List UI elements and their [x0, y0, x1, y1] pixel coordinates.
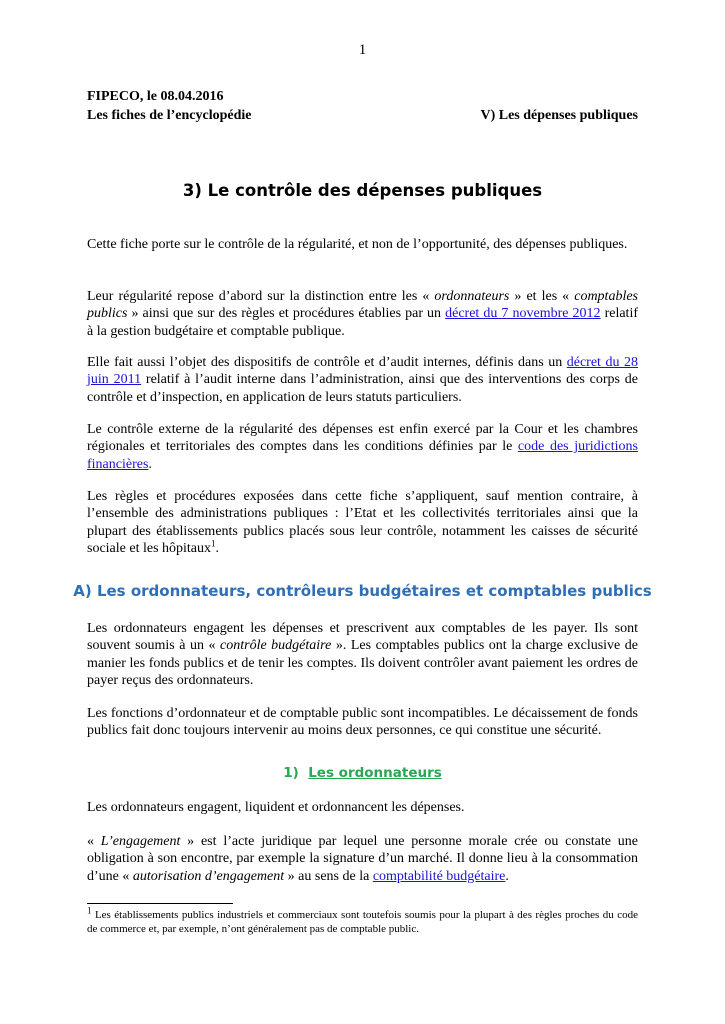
page-number: 1: [358, 42, 367, 58]
comptabilite-budgetaire-link[interactable]: comptabilité budgétaire: [372, 868, 506, 884]
intro-paragraph-4: Le contrôle externe de la régularité des dépenses est enfin exercé par la Cour et les chambres régionales et territoriales des comptes dans les conditions définies par le code des juridictions financières.: [87, 422, 638, 472]
section-a-paragraph-4: « L’engagement » est l’acte juridique par lequel une personne morale crée ou constate une obligation à son encontre, par exemple la signature d’un marché. Il donne lieu à la consommation d’une « autorisation d’engagement » au sens de la comptabilité budgétaire.: [87, 834, 638, 884]
footnote-number: 1: [87, 905, 92, 916]
subsection-heading-ordonnateurs: 1) Les ordonnateurs: [283, 765, 442, 781]
document-header: [87, 87, 638, 125]
footnote-separator: [87, 903, 233, 904]
section-a-paragraph-1: Les ordonnateurs engagent les dépenses et prescrivent aux comptables de les payer. Ils sont souvent soumis à un « contrôle budgétaire ». Les comptables publics ont la charge exclusive de manier les fonds publics et de tenir les comptes. Ils doivent contrôler avant paiement les ordres de payer reçus des ordonnateurs.: [87, 621, 638, 688]
section-heading-a: A) Les ordonnateurs, contrôleurs budgétaires et comptables publics: [73, 582, 652, 600]
intro-paragraph-2: Leur régularité repose d’abord sur la distinction entre les « ordonnateurs » et les « comptables publics » ainsi que sur des règles et procédures établies par un décret du 7 novembre 2012 relatif à la gestion budgétaire et comptable publique.: [87, 289, 638, 339]
header-org-date: FIPECO, le 08.04.2016: [87, 89, 224, 104]
intro-paragraph-3: Elle fait aussi l’objet des dispositifs de contrôle et d’audit internes, définis dans un décret du 28 juin 2011 relatif à l’audit interne dans l’administration, ainsi que des interventions des corps de contrôle et d’inspection, en application de leurs statuts particuliers.: [87, 355, 638, 405]
footnote-ref[interactable]: 1: [211, 538, 216, 549]
code-juridictions-link[interactable]: code des juridictions financières: [87, 439, 638, 472]
intro-paragraph-5: Les règles et procédures exposées dans cette fiche s’appliquent, sauf mention contraire, à l’ensemble des administrations publiques : l’Etat et les collectivités territoriales ainsi que la plupart des établissements publics placés sous leur contrôle, notamment les caisses de sécurité sociale et les hôpitaux$^1$.: [87, 489, 638, 556]
footnote: $^1$ Les établissements publics industriels et commerciaux sont toutefois soumis pour la plupart à des règles proches du code de commerce et, par exemple, n’ont généralement pas de comptable public.: [87, 905, 638, 935]
header-series: Les fiches de l’encyclopédie: [87, 108, 252, 123]
intro-paragraph-1: Cette fiche porte sur le contrôle de la régularité, et non de l’opportunité, des dépenses publiques.: [87, 237, 628, 252]
section-a-paragraph-3: Les ordonnateurs engagent, liquident et ordonnancent les dépenses.: [87, 800, 465, 815]
header-chapter: V) Les dépenses publiques: [480, 108, 638, 123]
decree-2012-link[interactable]: décret du 7 novembre 2012: [445, 306, 601, 322]
section-a-paragraph-2: Les fonctions d’ordonnateur et de comptable public sont incompatibles. Le décaissement de fonds publics fait donc toujours intervenir au moins deux personnes, ce qui constitue une sécurité.: [87, 706, 638, 739]
page-title: 3) Le contrôle des dépenses publiques: [182, 181, 543, 200]
decree-2011-link[interactable]: décret du 28 juin 2011: [87, 355, 638, 388]
